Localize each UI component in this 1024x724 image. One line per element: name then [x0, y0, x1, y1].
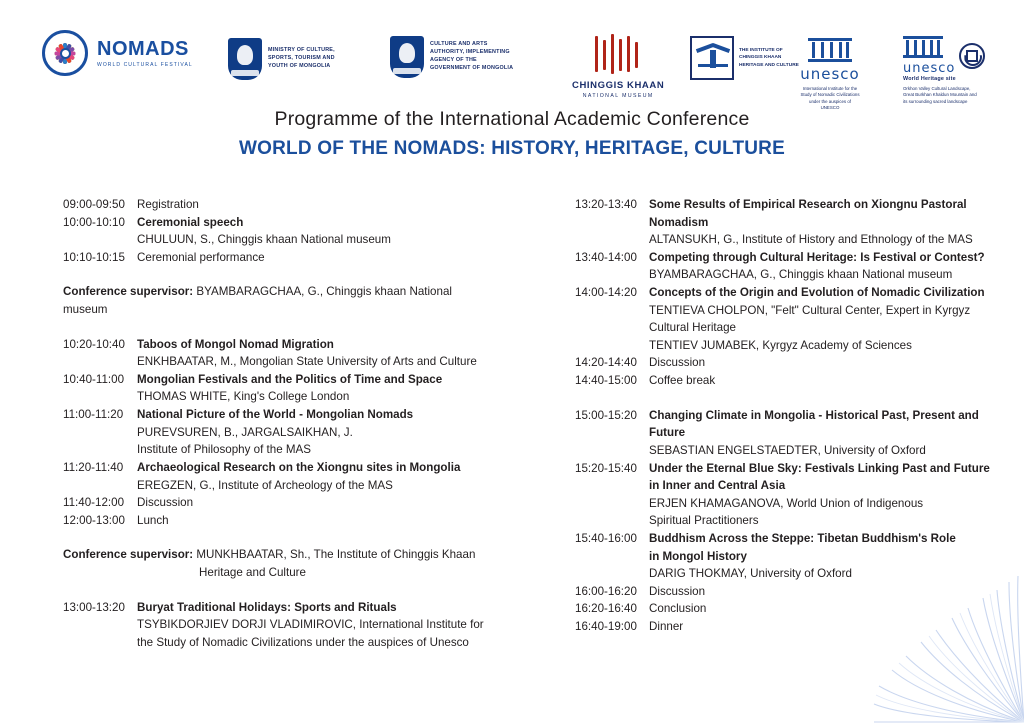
session-speaker: ENKHBAATAR, M., Mongolian State University of Arts and Culture — [137, 355, 477, 369]
conference-supervisor-name: MUNKHBAATAR, Sh., The Institute of Chinggis Khaan — [193, 548, 476, 562]
nomads-logo-title: NOMADS — [97, 37, 189, 60]
logo-bar — [0, 14, 1024, 111]
session-speaker: Spiritual Practitioners — [649, 514, 759, 528]
session-time: 12:00-13:00 — [63, 513, 125, 527]
session-time: 11:20-11:40 — [63, 460, 124, 474]
session-time: 10:00-10:10 — [63, 215, 125, 229]
session-time: 13:00-13:20 — [63, 600, 125, 614]
session-speaker: Institute of Philosophy of the MAS — [137, 443, 312, 457]
session-title: Discussion — [649, 584, 706, 598]
session-speaker: Cultural Heritage — [649, 321, 736, 335]
conference-title: WORLD OF THE NOMADS: HISTORY, HERITAGE, CULTURE — [239, 138, 785, 159]
programme-row — [575, 354, 1004, 372]
institute-of-chinggis-khaan-logo — [690, 36, 801, 80]
session-title: National Picture of the World - Mongolian Nomads — [137, 408, 414, 422]
conference-supervisor-label: Conference supervisor: — [63, 285, 194, 299]
mongol-script-icon — [589, 34, 647, 76]
eagle-emblem-icon — [690, 36, 734, 80]
spacer — [63, 266, 496, 283]
chinggis-khaan-museum-logo — [572, 34, 664, 99]
spacer — [575, 390, 1004, 407]
culture-and-arts-authority-logo-text: CULTURE AND ARTS AUTHORITY, IMPLEMENTING AGENCY OF THE GOVERNMENT OF MONGOLIA — [430, 41, 514, 71]
programme-row — [575, 407, 1004, 442]
nomads-wheel-icon — [42, 30, 88, 76]
session-title: Discussion — [137, 496, 194, 510]
session-title: Concepts of the Origin and Evolution of Nomadic Civilization — [649, 286, 985, 300]
unesco-temple-icon — [808, 38, 852, 62]
session-time: 16:20-16:40 — [575, 602, 637, 616]
session-speaker: ALTANSUKH, G., Institute of History and Ethnology of the MAS — [649, 233, 973, 247]
session-title: Under the Eternal Blue Sky: Festivals Linking Past and Future — [649, 461, 990, 475]
chinggis-khaan-museum-title: CHINGGIS KHAAN — [572, 80, 665, 91]
programme-row — [63, 214, 496, 232]
conference-supervisor-name: BYAMBARAGCHAA, G., Chinggis khaan National museum — [63, 285, 452, 317]
session-speaker: Heritage and Culture — [199, 565, 306, 579]
session-speaker: DARIG THOKMAY, University of Oxford — [649, 567, 852, 581]
programme-row — [575, 372, 1004, 390]
unesco-wordmark: unesco — [903, 61, 956, 76]
session-time: 10:20-10:40 — [63, 337, 125, 351]
session-speaker: ERJEN KHAMAGANOVA, World Union of Indigenous — [649, 496, 924, 510]
session-title: Lunch — [137, 513, 169, 527]
session-time: 13:40-14:00 — [575, 250, 637, 264]
programme-row — [575, 618, 1004, 636]
institute-of-chinggis-khaan-logo-text: THE INSTITUTE OF CHINGGIS KHAAN HERITAGE AND CULTURE — [739, 48, 799, 68]
session-title: Competing through Cultural Heritage: Is Festival or Contest? — [649, 250, 985, 264]
unesco-wordmark: unesco — [800, 65, 860, 83]
session-speaker: BYAMBARAGCHAA, G., Chinggis khaan National museum — [649, 268, 953, 282]
session-time: 13:20-13:40 — [575, 198, 637, 211]
session-title: Coffee break — [649, 374, 716, 388]
programme-row — [63, 196, 496, 214]
programme-row — [575, 530, 1004, 548]
session-title: Buddhism Across the Steppe: Tibetan Buddhism's Role — [649, 531, 956, 545]
programme-title: Programme of the International Academic Conference — [274, 108, 750, 130]
programme-row — [575, 249, 1004, 267]
session-title: Ceremonial speech — [137, 215, 244, 229]
session-time: 11:40-12:00 — [63, 496, 125, 510]
programme-row — [63, 494, 496, 512]
session-time: 14:40-15:00 — [575, 374, 637, 388]
conference-supervisor — [63, 546, 496, 564]
conference-supervisor — [63, 283, 496, 318]
session-time: 15:00-15:20 — [575, 408, 637, 422]
session-title: Taboos of Mongol Nomad Migration — [137, 337, 334, 351]
page-title — [0, 108, 1024, 160]
session-title: Changing Climate in Mongolia - Historical Past, Present and Future — [649, 408, 979, 440]
session-time: 15:20-15:40 — [575, 461, 637, 475]
session-title-continued: in Mongol History — [649, 549, 747, 563]
programme-row — [575, 460, 1004, 478]
programme-row — [575, 284, 1004, 302]
session-speaker: TENTIEVA CHOLPON, "Felt" Cultural Center, Expert in Kyrgyz — [649, 303, 971, 317]
session-title: Archaeological Research on the Xiongnu sites in Mongolia — [137, 460, 461, 474]
programme-right-column — [512, 196, 1024, 651]
nomads-festival-logo — [42, 30, 193, 76]
programme-left-column — [0, 196, 512, 651]
chinggis-khaan-museum-subtitle: NATIONAL MUSEUM — [582, 93, 654, 99]
spacer — [63, 582, 496, 599]
session-title: Mongolian Festivals and the Politics of Time and Space — [137, 372, 443, 386]
unesco-iicas-logo — [800, 38, 860, 112]
programme-columns — [0, 196, 1024, 651]
session-time: 14:20-14:40 — [575, 356, 637, 370]
session-time: 11:00-11:20 — [63, 408, 124, 422]
session-speaker: EREGZEN, G., Institute of Archeology of the MAS — [137, 478, 393, 492]
spacer — [63, 319, 496, 336]
session-time: 15:40-16:00 — [575, 531, 637, 545]
session-speaker: the Study of Nomadic Civilizations under the auspices of Unesco — [137, 635, 469, 649]
ministry-of-culture-logo — [228, 38, 354, 80]
mongolia-state-crest-icon — [228, 38, 262, 80]
world-heritage-emblem-icon — [959, 43, 985, 69]
session-title: Discussion — [649, 356, 706, 370]
programme-row — [63, 599, 496, 617]
session-time: 16:00-16:20 — [575, 584, 637, 598]
unesco-world-heritage-logo — [903, 36, 985, 105]
session-title: Ceremonial performance — [137, 250, 265, 264]
session-speaker: TENTIEV JUMABEK, Kyrgyz Academy of Sciences — [649, 338, 912, 352]
programme-row — [575, 600, 1004, 618]
session-time: 09:00-09:50 — [63, 198, 125, 211]
session-time: 10:40-11:00 — [63, 372, 125, 386]
mongolia-state-crest-icon — [390, 36, 424, 78]
session-title: Conclusion — [649, 602, 707, 616]
ministry-of-culture-logo-text: MINISTRY OF CULTURE, SPORTS, TOURISM AND YOUTH OF MONGOLIA — [268, 47, 335, 69]
programme-row — [63, 249, 496, 267]
session-time: 16:40-19:00 — [575, 620, 637, 634]
session-title-continued: in Inner and Central Asia — [649, 479, 786, 493]
session-speaker: CHULUUN, S., Chinggis khaan National museum — [137, 233, 391, 247]
programme-row — [575, 583, 1004, 601]
session-title: Registration — [137, 198, 199, 211]
session-time: 14:00-14:20 — [575, 286, 637, 300]
programme-row — [575, 196, 1004, 231]
programme-row — [63, 371, 496, 389]
session-title: Some Results of Empirical Research on Xiongnu Pastoral Nomadism — [649, 198, 967, 229]
culture-and-arts-authority-logo — [390, 36, 516, 78]
session-speaker: TSYBIKDORJIEV DORJI VLADIMIROVIC, International Institute for — [137, 618, 484, 632]
unesco-iicas-logo-text: International Institute for the Study of Nomadic Civilizations under the auspices of UNESCO — [800, 86, 860, 111]
world-heritage-title: World Heritage site — [903, 76, 956, 82]
world-heritage-logo-text: Orkhon Valley Cultural Landscape, Great Burkhan Khaldun Mountain and its surrounding sacred landscape — [903, 86, 977, 104]
nomads-logo-subtitle: WORLD CULTURAL FESTIVAL — [97, 61, 193, 68]
session-title: Dinner — [649, 620, 684, 634]
session-title: Buryat Traditional Holidays: Sports and Rituals — [137, 600, 397, 614]
spacer — [63, 529, 496, 546]
programme-row — [63, 336, 496, 354]
programme-row — [63, 459, 496, 477]
unesco-temple-icon — [903, 36, 943, 58]
programme-row — [63, 406, 496, 424]
session-speaker: THOMAS WHITE, King's College London — [137, 390, 350, 404]
conference-supervisor-label: Conference supervisor: — [63, 548, 194, 562]
session-time: 10:10-10:15 — [63, 250, 125, 264]
session-speaker: PUREVSUREN, B., JARGALSAIKHAN, J. — [137, 425, 353, 439]
programme-row — [63, 512, 496, 530]
session-speaker: SEBASTIAN ENGELSTAEDTER, University of Oxford — [649, 443, 926, 457]
